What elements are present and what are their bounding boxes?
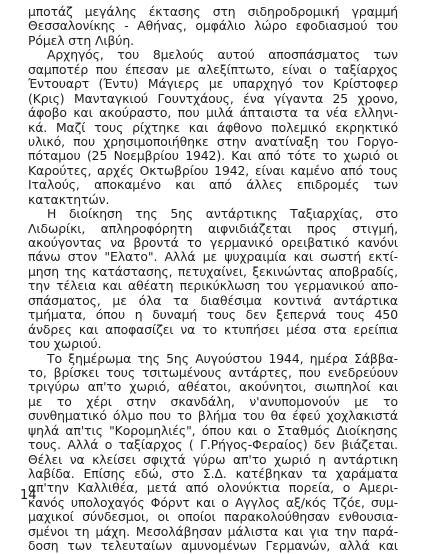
text-line: άνδρες και αποφασίζει να το κτυπήσει μέσα στα ερείπια xyxy=(28,321,398,337)
page-number: 14 xyxy=(20,488,37,503)
text-line: Θεσσαλονίκης - Αθήνας, ομφάλιο λώρο εφοδιασμού του xyxy=(28,18,398,34)
text-line: σπάσματος, με όλα τα διαθέσιμα κοντινά αντάρτικα xyxy=(28,292,398,308)
text-line: Λιδωρίκι, απληροφόρητη αιφνιδιάζεται προς στιγμή, xyxy=(28,220,398,236)
text-line: Καρούτες, αρχές Οκτωβρίου 1942, είναι καμένο από τους xyxy=(28,162,398,178)
text-line: Θέλει να κλείσει σφιχτά γύρω απ'το χωριό η αντάρτικη xyxy=(28,451,398,467)
text-line: ακούγοντας να βροντά το γερμανικό ορειβατικό κανόνι xyxy=(28,235,398,250)
text-line: μαχικοί σύνδεσμοι, οι οποίοι παρακολούθησαν ενθουσια- xyxy=(28,509,398,525)
text-line: με το χέρι στην σκανδάλη, ν'ανυπομονούν με το xyxy=(28,393,398,409)
text-line: κατακτητών. xyxy=(28,191,110,207)
text-line: λαβίδα. Επίσης εδώ, στο Σ.Δ. κατέβηκαν τα χαράματα xyxy=(28,466,398,481)
text-line: Η διοίκηση της 5ης αντάρτικης Ταξιαρχίας, στο xyxy=(47,206,398,222)
text-line: τριγύρω απ'το χωριό, αθέατοι, ακούνητοι, σιωπηλοί και xyxy=(28,379,398,395)
text-line: δοση των τελευταίων αμυνομένων Γερμανών, αλλά και xyxy=(28,538,398,554)
body-text xyxy=(28,5,398,554)
text-line: απ'την Καλλιθέα, μετά από ολονύκτια πορεία, ο Αμερι- xyxy=(28,480,398,496)
text-line: τους. Αλλά ο ταξίαρχος ( Γ.Ρήγος-Φεραίος) δεν βιάζεται. xyxy=(28,437,398,453)
text-line: το, βρίσκει τους τσιτωμένους αντάρτες, που ενεδρεύουν xyxy=(28,364,398,380)
text-line: σμένοι τη μάχη. Μεσολάβησαν μάλιστα και για την παρά- xyxy=(28,523,398,539)
text-line: πόταμου (25 Νοεμβρίου 1942). Και από τότε το χωριό οι xyxy=(28,148,398,164)
text-line: πάνω στον "Ελατο". Αλλά με ψυχραιμία και σωστή εκτί- xyxy=(28,249,398,265)
text-line: μποτάζ μεγάλης έκτασης στη σιδηροδρομική γραμμή xyxy=(28,4,398,19)
text-line: άφοβο και ακούραστο, που μιλά άπταιστα τα νέα ελληνι- xyxy=(28,105,398,121)
text-line: Ρόμελ στη Λιβύη. xyxy=(28,32,134,48)
text-line: κανός υπολοχαγός Φόρντ και ο Αγγλος αξ/κός Τζόε, συμ- xyxy=(28,494,398,510)
text-line: υλικό, που χρησιμοποιήθηκε στην ανατίναξη του Γοργο- xyxy=(28,133,398,149)
text-line: μηση της κατάστασης, πετυχαίνει, ξεκινώντας αποβραδίς, xyxy=(28,263,398,279)
text-line: (Κρις) Μανταγκιού Γουντχάους, ένα γίγαντα 25 χρονο, xyxy=(28,90,398,106)
text-line: Αρχηγός, του 8μελούς αυτού αποσπάσματος των xyxy=(47,47,398,63)
text-line: Έντουαρτ (Έντυ) Μάγιερς με υπαρχηγό τον Κρίστοφερ xyxy=(28,76,398,92)
text-line: του χωριού. xyxy=(28,336,102,352)
text-line: την τέλεια και αθέατη περικύκλωση του γερμανικού απο- xyxy=(28,278,398,294)
text-line: σαμποτέρ που έπεσαν με αλεξίπτωτο, είναι ο ταξίαρχος xyxy=(28,61,398,77)
text-line: συνθηματικό όλμο που το βλήμα του θα έφεύ χοχλακιστά xyxy=(28,408,398,424)
text-line: Το ξημέρωμα της 5ης Αυγούστου 1944, ημέρα Σάββα- xyxy=(47,350,398,366)
text-line: Ιταλούς, αποκαμένο και από άλλες επιδρομές των xyxy=(28,177,398,193)
text-line: τμήματα, όπου η δυναμή τους δεν ξεπερνά τους 450 xyxy=(28,307,398,323)
text-line: κά. Μαζί τους ρίχτηκε και άφθονο πολεμικό εκρηκτικό xyxy=(28,119,398,135)
text-line: ψηλά απ'τις "Κορομηλιές", όπου και ο Σταθμός Διοίκησης xyxy=(28,422,398,438)
